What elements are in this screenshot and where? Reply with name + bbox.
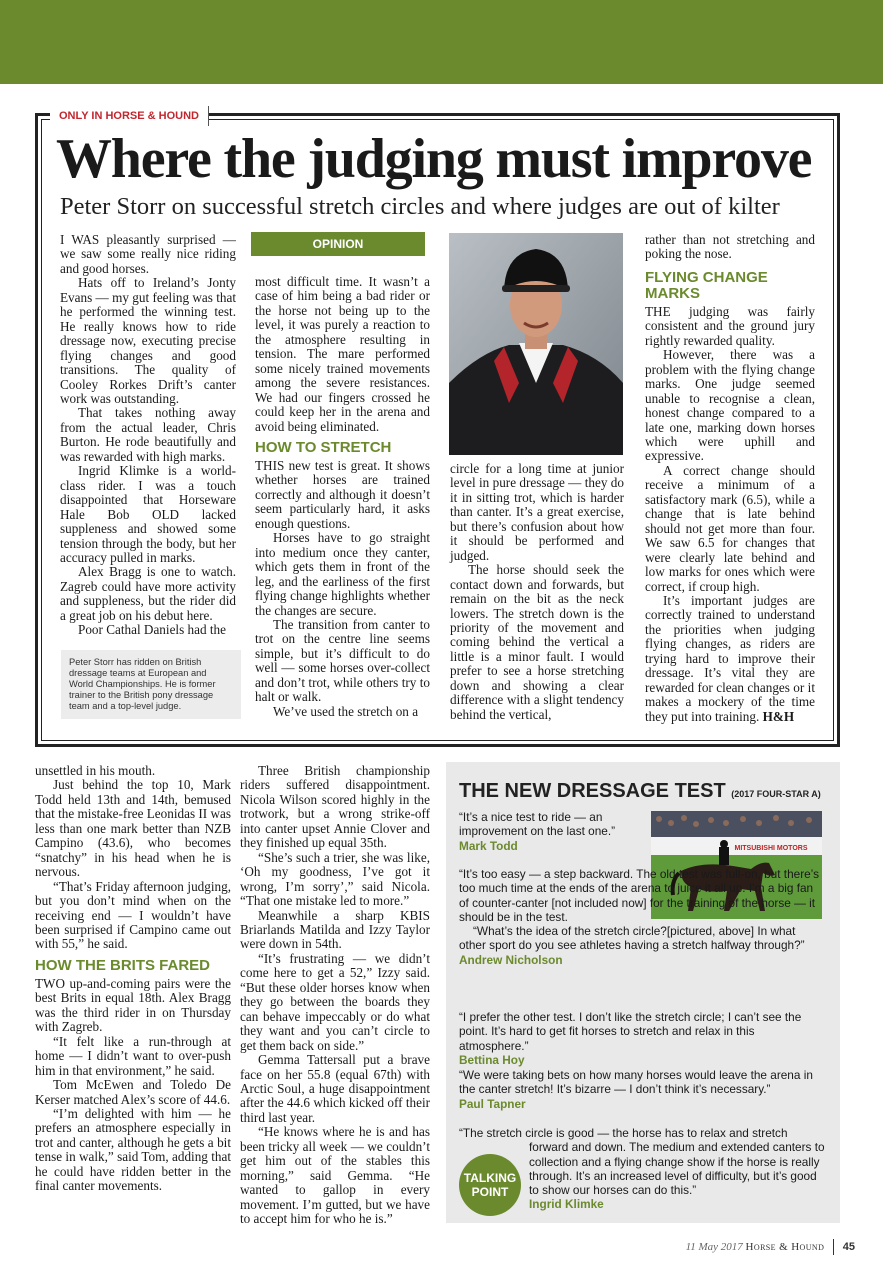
paragraph: However, there was a problem with the flying change marks. One judge seemed unable to recognise a clean, honest change compared to a late one, marking down horses which were uphill and expressive. xyxy=(645,347,815,464)
paragraph: “It’s frustrating — we didn’t come here to get a 52,” Izzy said. “But these older horses know when they go between the boards they can behave impeccably or do what they want and you can’t circle to get them back on side.” xyxy=(240,950,430,1053)
quote-bettina-hoy xyxy=(459,1010,825,1067)
column-2 xyxy=(255,275,430,719)
paragraph: most difficult time. It wasn’t a case of him being a bad rider or the horse not being up to the level, it was purely a reaction to the atmosphere resulting in tension. The mare performed some nicely trained movements among the severe resistances. We had our fingers crossed he could keep her in the arena and avoid being eliminated. xyxy=(255,274,430,434)
paragraph: “He knows where he is and has been tricky all week — we couldn’t get him out of the stables this morning,” said Gemma. “He wanted to gallop in every movement. I’m gutted, but we have to accept him for who he is.” xyxy=(240,1124,430,1227)
section-tag: ONLY IN HORSE & HOUND xyxy=(50,106,209,126)
column-4 xyxy=(645,233,815,724)
paragraph: Ingrid Klimke is a world-class rider. I was a touch disappointed that Horseware Hale Bob OLD lacked suppleness and showed some tension through the body, but her accuracy pulled in marks. xyxy=(60,463,236,565)
paragraph: The transition from canter to trot on the centre line seems simple, but it’s difficult to do well — some horses over-collect and don’t trot, while others try to halt or walk. xyxy=(255,616,430,705)
paragraph: “It felt like a run-through at home — I didn’t want to over-push him in that environment,” he said. xyxy=(35,1033,231,1078)
quote-mark-todd xyxy=(459,810,645,853)
subhead-brits: HOW THE BRITS FARED xyxy=(35,956,210,974)
lower-column-1 xyxy=(35,764,231,1194)
paragraph: Gemma Tattersall put a brave face on her 55.8 (equal 67th) with Arctic Soul, a huge disappointment after the 44.6 which kicked off their third last year. xyxy=(240,1052,430,1125)
subhead-how-to-stretch: HOW TO STRETCH xyxy=(255,438,392,456)
paragraph: A correct change should receive a minimum of a satisfactory mark (6.5), while a change that is late behind should not get more than four. We saw 6.5 for changes that were clearly late behind and low marks for ones which were correct, if croup high. xyxy=(645,462,815,594)
sidebar-title-suffix: (2017 FOUR-STAR A) xyxy=(731,789,821,799)
subhead-flying-change: FLYING CHANGE MARKS xyxy=(645,268,768,302)
paragraph: The horse should seek the contact down and forwards, but remain on the bit as the neck lowers. The stretch down is the priority of the movement and coming behind the vertical a little is a minor fault. I would prefer to see a horse stretching down and showing a clear difference with a slight tendency behind the vertical, xyxy=(450,562,624,722)
page-number: 45 xyxy=(842,1241,855,1253)
paragraph xyxy=(645,594,815,724)
author-photo xyxy=(449,233,623,455)
page-footer xyxy=(600,1238,855,1256)
column-1 xyxy=(60,233,236,638)
paragraph: THIS new test is great. It shows whether horses are trained correctly and although it doesn’t seem particularly hard, it asks enough questions. xyxy=(255,457,430,531)
quote-andrew-nicholson xyxy=(459,867,825,967)
paragraph: Just behind the top 10, Mark Todd held 13th and 14th, bemused that the mistake-free Leonidas II was less than one mark better than NZB Campino (43.6), who becomes “snatchy” in his head when he is nervous. xyxy=(35,777,231,880)
talking-point-badge xyxy=(459,1154,521,1216)
quote-text-2: forward and down. The medium and extended canters to collection and a flying change show if the horse is really through. It’s an increased level of difficulty, but it’s good to show our horses can do this.” xyxy=(529,1140,825,1198)
quote-author: Bettina Hoy xyxy=(459,1052,525,1067)
talking-point-line-2: POINT xyxy=(471,1185,509,1199)
paragraph: We’ve used the stretch on a xyxy=(273,703,419,719)
paragraph: Hats off to Ireland’s Jonty Evans — my gut feeling was that he performed the winning test. He really knows how to ride dressage now, executing precise flying changes and good transitions. The quality of Cooley Rorkes Drift’s canter work was outstanding. xyxy=(60,275,236,406)
paragraph: unsettled in his mouth. xyxy=(35,763,156,778)
paragraph: That takes nothing away from the actual leader, Chris Burton. He rode beautifully and was rewarded with high marks. xyxy=(60,405,236,464)
signoff: H&H xyxy=(762,708,795,724)
paragraph: Three British championship riders suffered disappointment. Nicola Wilson scored highly in the trotwork, but a wrong strike-off into canter upset Annie Clover and they finished up equal 35th. xyxy=(240,763,430,851)
paragraph: I WAS pleasantly surprised — we saw some really nice riding and good horses. xyxy=(60,232,236,276)
quote-text-2: “What’s the idea of the stretch circle?[pictured, above] In what other sport do you see athletes having a stretch halfway through?” xyxy=(459,924,805,953)
author-bio: Peter Storr has ridden on British dressage teams at European and World Championships. He is former trainer to the British pony dressage team and a top-level judge. xyxy=(61,650,241,719)
quote-text: “The stretch circle is good — the horse has to relax and stretch xyxy=(459,1126,788,1140)
paragraph: Meanwhile a sharp KBIS Briarlands Matilda and Izzy Taylor were down in 54th. xyxy=(240,907,430,952)
quote-text: “We were taking bets on how many horses would leave the arena in the canter stretch! It’s bizarre — I don’t think it’s necessary.” xyxy=(459,1068,813,1097)
paragraph: rather than not stretching and poking the nose. xyxy=(645,232,815,262)
sidebar-title-text: THE NEW DRESSAGE TEST xyxy=(459,780,726,802)
paragraph: “I’m delighted with him — he prefers an atmosphere especially in trot and canter, although he gets a bit tense in walk,” said Tom, adding that he could have ridden better in the final canter movements. xyxy=(35,1105,231,1194)
banner-text: MITSUBISHI MOTORS xyxy=(734,845,808,852)
paragraph: THE judging was fairly consistent and the ground jury rightly rewarded quality. xyxy=(645,303,815,348)
paragraph: “That’s Friday afternoon judging, but you don’t mind when on the receiving end — I wouldn’t have been surprised if Campino came out with 55,” he said. xyxy=(35,878,231,952)
paragraph: Alex Bragg is one to watch. Zagreb could have more activity and suppleness, but the rider did a great job on his debut here. xyxy=(60,564,236,623)
quote-author: Mark Todd xyxy=(459,838,518,853)
lower-column-2 xyxy=(240,764,430,1227)
quote-author: Ingrid Klimke xyxy=(529,1197,604,1212)
paragraph: Tom McEwen and Toledo De Kerser matched Alex’s score of 44.6. xyxy=(35,1077,231,1107)
standfirst: Peter Storr on successful stretch circles and where judges are out of kilter xyxy=(60,193,780,220)
paragraph: circle for a long time at junior level in pure dressage — they do it in sitting trot, which is harder than canter. It’s a great exercise, but there’s confusion about how it should be performed and judged. xyxy=(450,461,624,563)
quote-continuation xyxy=(529,1140,829,1211)
quote-author: Andrew Nicholson xyxy=(459,952,563,967)
paragraph: Poor Cathal Daniels had the xyxy=(78,622,226,638)
quote-text: “I prefer the other test. I don’t like the stretch circle; I can’t see the point. It’s hard to get fit horses to stretch and relax in this atmosphere.” xyxy=(459,1010,802,1053)
paragraph: Horses have to go straight into medium once they canter, which gets them in front of the leg, and the earliness of the first flying change highlights whether the changes are secure. xyxy=(255,530,430,618)
footer-divider xyxy=(833,1239,834,1255)
headline: Where the judging must improve xyxy=(56,128,812,190)
paragraph: “She’s such a trier, she was like, ‘Oh my goodness, I’ve got it wrong, I’m sorry’,” said Nicola. “That one mistake led to more.” xyxy=(240,849,430,909)
quote-text-wrap xyxy=(459,867,825,924)
quote-author: Paul Tapner xyxy=(459,1096,526,1111)
quote-paul-tapner xyxy=(459,1068,825,1111)
quote-text: “It’s too easy — a step backward. The old test was full-on, but there’s too much time at the ends of the arena to juice it all up. I’m a big fan of counter-canter [not included now] for the training of the horse — it should be in the test. xyxy=(459,867,819,924)
issue-date: 11 May 2017 xyxy=(685,1241,743,1253)
top-color-bar xyxy=(0,0,883,84)
opinion-label: OPINION xyxy=(251,232,425,256)
column-3 xyxy=(450,462,624,722)
magazine-name: Horse & Hound xyxy=(745,1241,825,1253)
quote-text: “It’s a nice test to ride — an improvement on the last one.” xyxy=(459,810,616,839)
paragraph: TWO up-and-coming pairs were the best Brits in equal 18th. Alex Bragg was the third rider in on Thursday with Zagreb. xyxy=(35,975,231,1035)
sidebar-title xyxy=(459,779,839,806)
talking-point-line-1: TALKING xyxy=(463,1171,517,1185)
paragraph-text: It’s important judges are correctly trained to understand the priorities when judging flying changes, as riders are trying hard to improve their dressage. It’s vital they are rewarded for clean changes or it makes a mockery of the time they put into training. xyxy=(645,592,815,724)
